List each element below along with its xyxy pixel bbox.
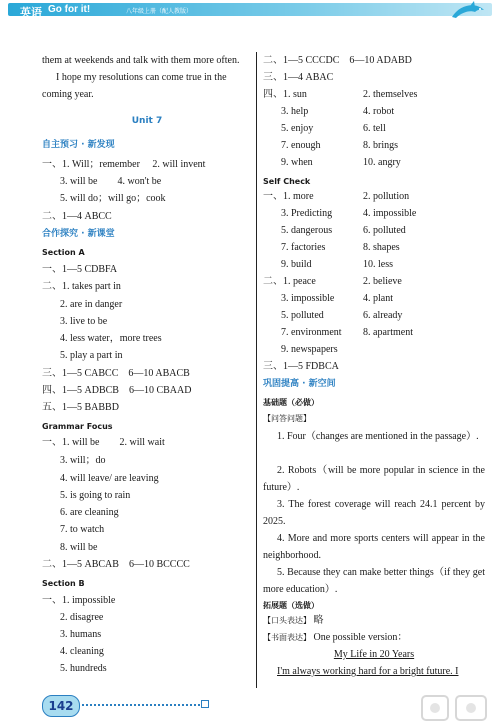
answer-cell: 10. less xyxy=(363,259,393,270)
answer-cell: 7. factories xyxy=(281,242,326,253)
essay-title: My Life in 20 Years xyxy=(333,649,415,660)
subsection-heading: 基础题（必做） xyxy=(263,398,319,407)
section-heading: 合作探究 · 新课堂 xyxy=(42,229,115,239)
series-label: Go for it! xyxy=(48,4,91,15)
question-tag: 【书面表达】 xyxy=(263,633,311,642)
answer-cell: 2. pollution xyxy=(363,191,410,202)
subsection-heading: Section A xyxy=(42,248,85,257)
answer-line: 五、1—5 BABBD xyxy=(42,402,119,413)
answer-cell: 3. help xyxy=(281,106,309,117)
answer-cell: 8. apartment xyxy=(363,327,413,338)
answer-line: 2. disagree xyxy=(60,612,104,623)
question-tag: 【问答问题】 xyxy=(263,414,311,423)
answer-line: 一、1. impossible xyxy=(42,595,116,606)
oral-answer: 略 xyxy=(313,615,324,626)
answer-line: 一、1. Will；remember 2. will invent xyxy=(42,159,206,170)
answer-line: 3. humans xyxy=(60,629,102,640)
answer-cell: 2. themselves xyxy=(363,89,418,100)
answer-paragraph: 2. Robots（will be more popular in science in the future）. xyxy=(263,465,485,493)
footer-square-icon xyxy=(201,700,209,708)
page-number: 142 xyxy=(42,695,80,717)
header-band xyxy=(8,3,492,19)
answer-cell: 4. impossible xyxy=(363,208,417,219)
answer-line: 二、1—5 ABCAB 6—10 BCCCC xyxy=(42,559,190,570)
answer-cell: 5. dangerous xyxy=(281,225,333,236)
section-heading: 自主预习 · 新发现 xyxy=(42,140,115,150)
written-expression-line xyxy=(263,632,407,644)
answer-cell: 7. environment xyxy=(281,327,342,338)
page-header xyxy=(0,0,500,28)
answer-line: 3. will；do xyxy=(60,455,106,466)
oral-expression-line xyxy=(263,615,324,627)
answer-line: 4. will leave/ are leaving xyxy=(60,473,159,484)
answer-line: 8. will be xyxy=(60,542,98,553)
answer-line: 三、1—5 FDBCA xyxy=(263,361,339,372)
answer-cell: 5. polluted xyxy=(281,310,324,321)
subsection-heading: Self Check xyxy=(263,177,311,186)
answer-line: 3. live to be xyxy=(60,316,108,327)
written-intro: One possible version： xyxy=(313,632,408,643)
edition-label: 八年级上册（配人教版） xyxy=(126,8,193,15)
subsection-heading: Grammar Focus xyxy=(42,422,113,431)
footer-dotted-line xyxy=(82,704,200,706)
answer-line: 三、1—5 CABCC 6—10 ABACB xyxy=(42,368,190,379)
answer-cell: 6. already xyxy=(363,310,403,321)
answer-cell: 6. tell xyxy=(363,123,386,134)
section-heading: 巩固提高 · 新空间 xyxy=(263,379,336,389)
answer-paragraph: 5. Because they can make better things（if they get more education）. xyxy=(263,567,485,595)
answer-line: 2. are in danger xyxy=(60,299,123,310)
answer-line: 6. are cleaning xyxy=(60,507,119,518)
answer-line: 4. cleaning xyxy=(60,646,104,657)
answer-line: 一、1—5 CDBFA xyxy=(42,264,118,275)
answer-cell: 7. enough xyxy=(281,140,321,151)
answer-cell: 3. impossible xyxy=(281,293,335,304)
answer-cell: 二、1. peace xyxy=(263,276,316,287)
answer-paragraph: 3. The forest coverage will reach 24.1 percent by 2025. xyxy=(263,499,485,527)
subsection-heading: 拓展题（选做） xyxy=(263,601,319,610)
column-divider xyxy=(256,52,257,688)
answer-cell: 4. plant xyxy=(363,293,393,304)
text-line: coming year. xyxy=(42,89,94,100)
answer-cell: 10. angry xyxy=(363,157,401,168)
text-line: I hope my resolutions can come true in the xyxy=(56,72,227,83)
answer-cell: 8. shapes xyxy=(363,242,400,253)
answer-line: 3. will be 4. won't be xyxy=(60,176,162,187)
answer-line: 7. to watch xyxy=(60,524,105,535)
answer-line: 5. play a part in xyxy=(60,350,123,361)
answer-cell: 四、1. sun xyxy=(263,89,307,100)
answer-line: 二、1—5 CCCDC 6—10 ADABD xyxy=(263,55,412,66)
answer-line: 4. less water，more trees xyxy=(60,333,162,344)
unit-title: Unit 7 xyxy=(131,116,163,126)
answer-cell: 9. when xyxy=(281,157,313,168)
answer-line: 5. hundreds xyxy=(60,663,107,674)
answer-cell: 2. believe xyxy=(363,276,402,287)
answer-line: 一、1. will be 2. will wait xyxy=(42,437,165,448)
watermark-logo xyxy=(420,692,494,724)
answer-cell: 6. polluted xyxy=(363,225,406,236)
page-footer xyxy=(0,690,500,727)
answer-line: 5. is going to rain xyxy=(60,490,131,501)
answer-line: 三、1—4 ABAC xyxy=(263,72,334,83)
answer-paragraph: 1. Four（changes are mentioned in the passage）. xyxy=(277,431,479,442)
essay-line: I'm always working hard for a bright future. I xyxy=(277,666,459,677)
answer-cell: 8. brings xyxy=(363,140,398,151)
answer-line: 5. will do；will go；cook xyxy=(60,193,166,204)
answer-line: 四、1—5 ADBCB 6—10 CBAAD xyxy=(42,385,192,396)
subsection-heading: Section B xyxy=(42,579,85,588)
subject-label: 英语 xyxy=(20,6,42,19)
answer-line: 二、1. takes part in xyxy=(42,281,121,292)
question-tag: 【口头表达】 xyxy=(263,616,311,625)
answer-cell: 9. build xyxy=(281,259,312,270)
answer-cell: 一、1. more xyxy=(263,191,314,202)
answer-cell: 5. enjoy xyxy=(281,123,314,134)
answer-cell: 4. robot xyxy=(363,106,395,117)
dolphin-icon xyxy=(450,0,490,24)
answer-line: 二、1—4 ABCC xyxy=(42,211,112,222)
answer-paragraph: 4. More and more sports centers will appear in the neighborhood. xyxy=(263,533,485,561)
answer-cell: 9. newspapers xyxy=(281,344,338,355)
answer-cell: 3. Predicting xyxy=(281,208,333,219)
text-line: them at weekends and talk with them more often. xyxy=(42,55,240,66)
